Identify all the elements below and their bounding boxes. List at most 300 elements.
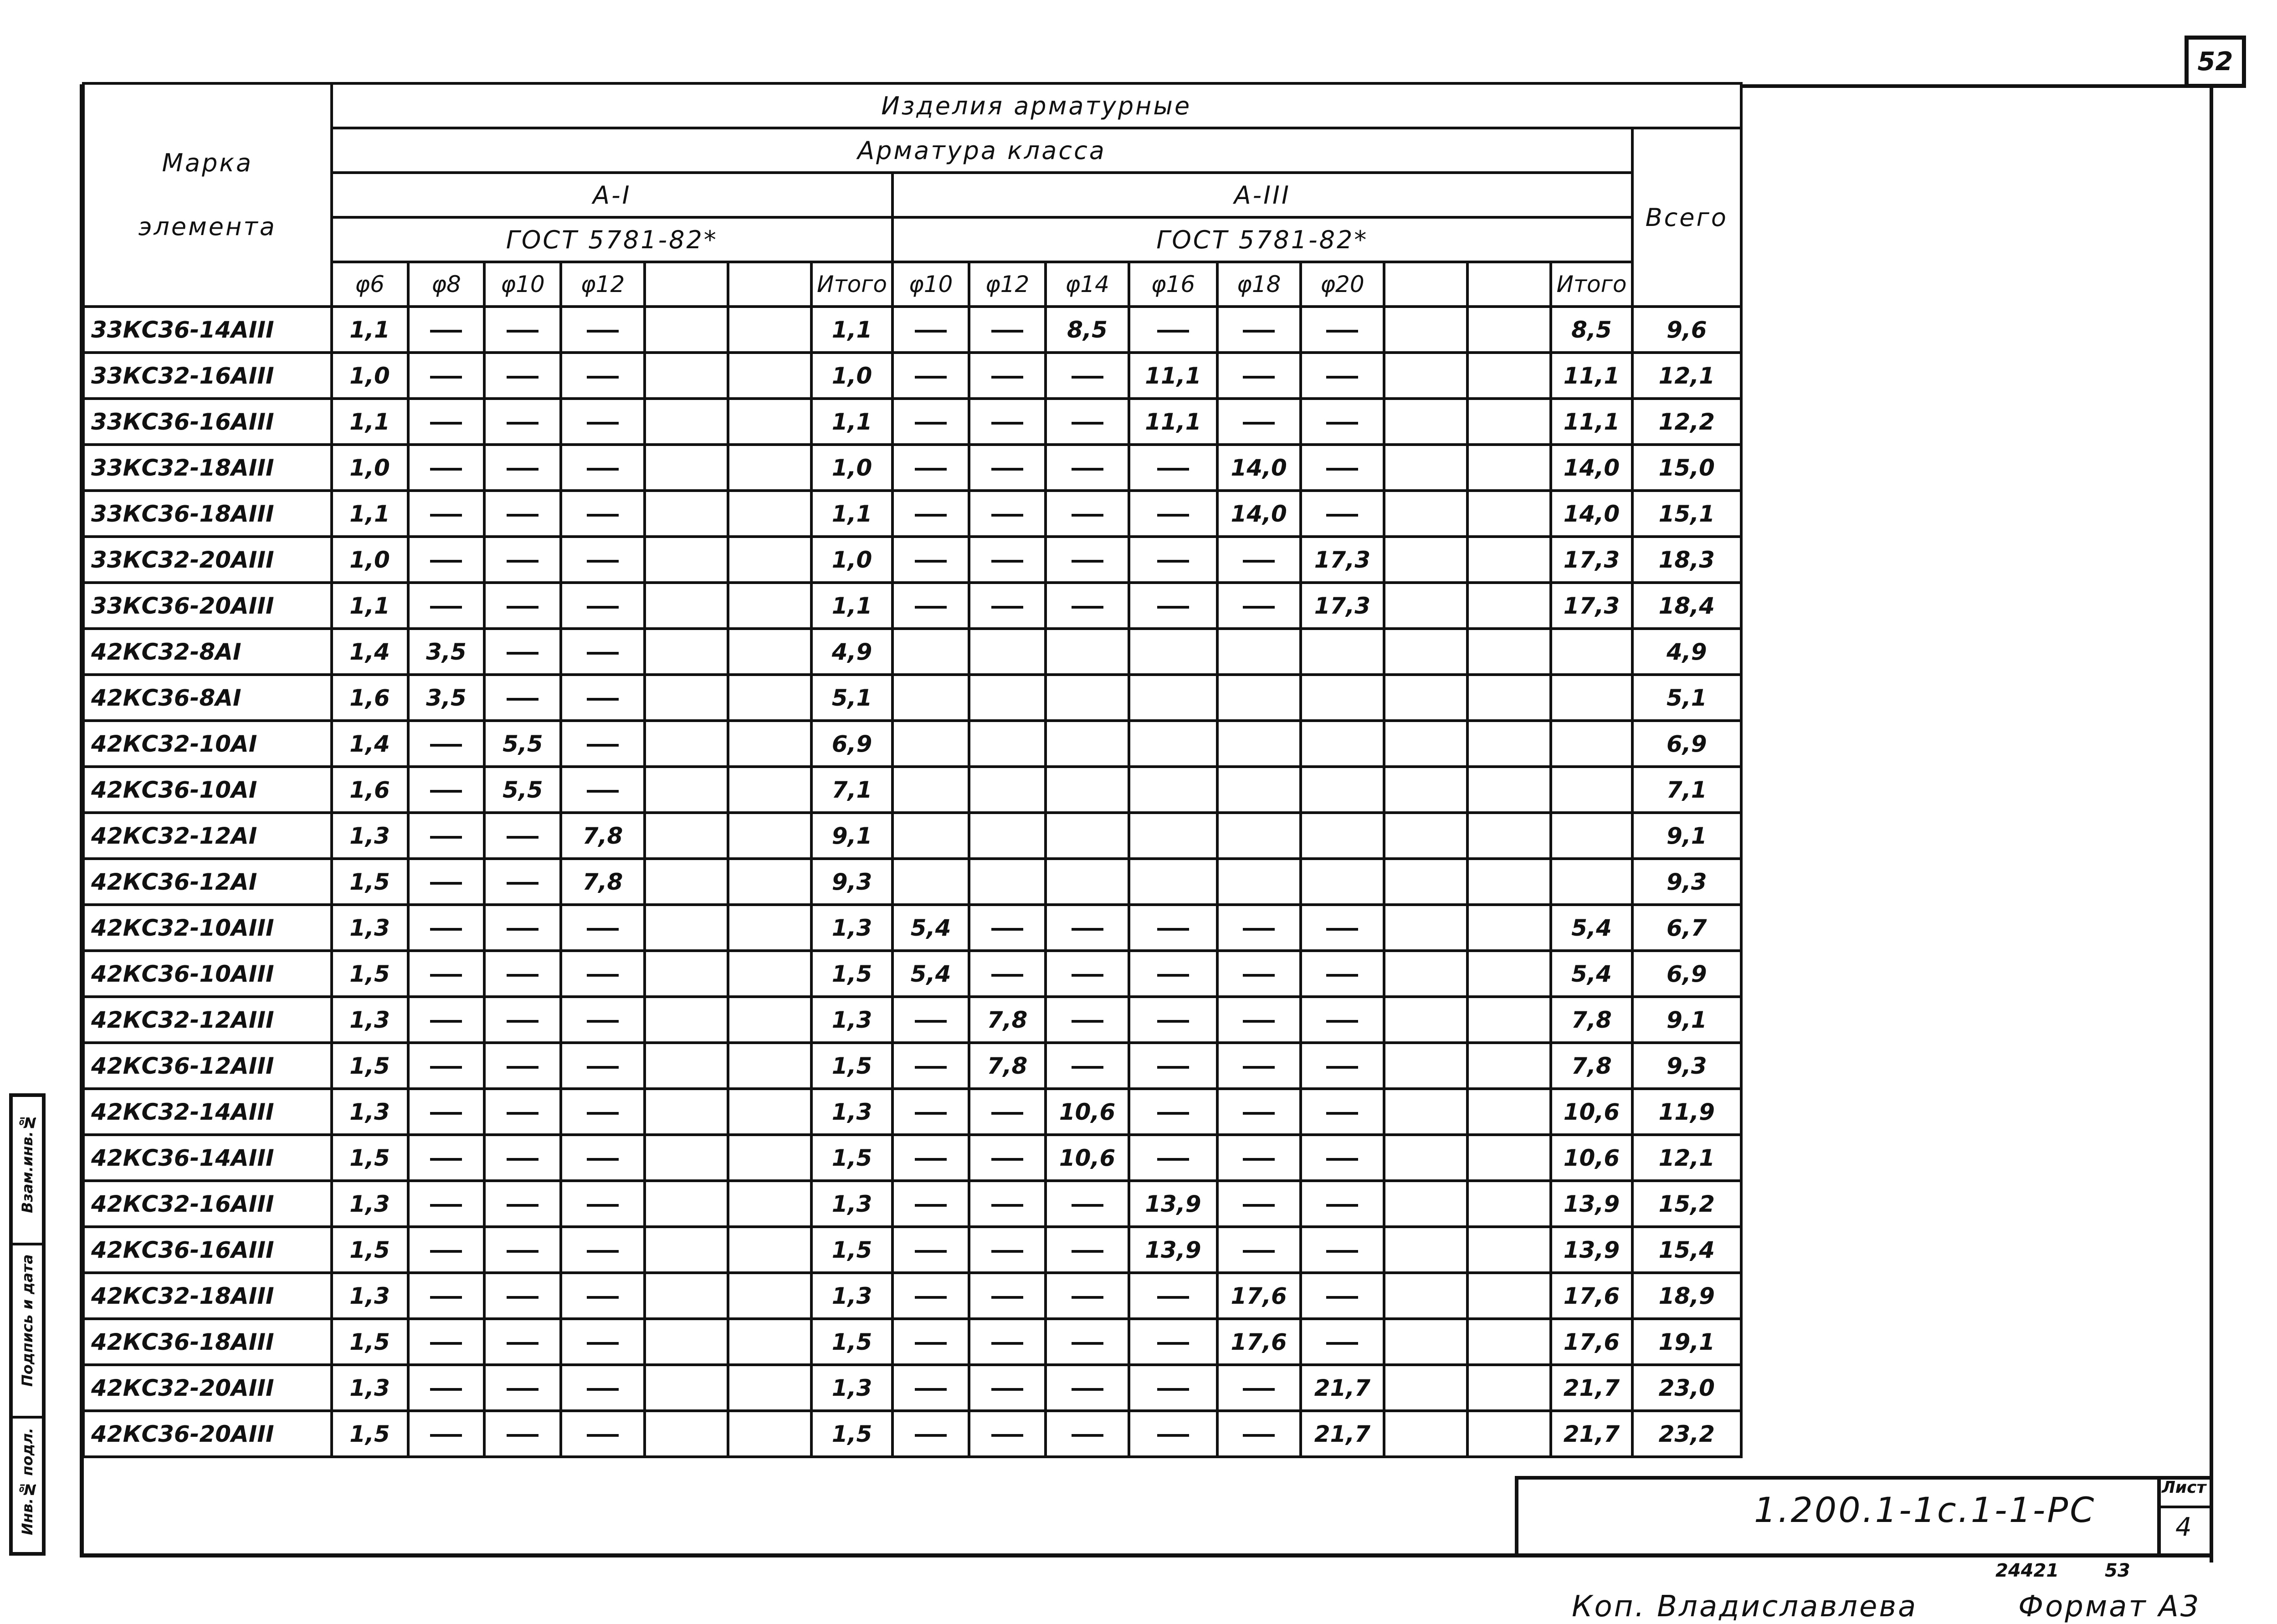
a1-cell xyxy=(484,675,561,721)
dash-mark xyxy=(991,1250,1023,1253)
table-row xyxy=(83,997,1741,1043)
total-cell: 12,1 xyxy=(1632,353,1741,399)
a3-cell xyxy=(1301,491,1384,537)
a1-cell: 1,5 xyxy=(332,1135,408,1181)
dash-mark xyxy=(507,882,538,885)
a3-cell xyxy=(1129,491,1217,537)
dash-mark xyxy=(507,560,538,563)
a1-cell xyxy=(484,1411,561,1457)
a3-cell: 10,6 xyxy=(1551,1089,1632,1135)
a1-cell: 1,3 xyxy=(811,1089,892,1135)
a3-cell xyxy=(969,767,1046,813)
a3-cell xyxy=(1217,1411,1301,1457)
dash-mark xyxy=(507,376,538,379)
a1-cell xyxy=(408,951,485,997)
dash-mark xyxy=(1157,468,1189,471)
a1-cell: 7,8 xyxy=(561,813,644,859)
a1-col-header: φ6 xyxy=(332,262,408,307)
a1-cell xyxy=(728,675,811,721)
group-title: Изделия арматурные xyxy=(332,83,1741,128)
dash-mark xyxy=(507,836,538,839)
a1-cell: 7,8 xyxy=(561,859,644,905)
a1-cell xyxy=(728,767,811,813)
a3-cell xyxy=(892,721,969,767)
a3-cell: 5,4 xyxy=(1551,905,1632,951)
dash-mark xyxy=(587,974,619,977)
a1-cell xyxy=(728,399,811,445)
dash-mark xyxy=(587,652,619,655)
a1-cell: 1,5 xyxy=(811,1135,892,1181)
a1-cell: 5,5 xyxy=(484,721,561,767)
dash-mark xyxy=(1157,560,1189,563)
a1-cell xyxy=(484,859,561,905)
a3-cell: 17,3 xyxy=(1301,583,1384,629)
a3-cell xyxy=(1046,997,1129,1043)
a3-cell xyxy=(1301,767,1384,813)
element-mark: 42КС32-10АIII xyxy=(83,905,332,951)
a1-cell: 1,3 xyxy=(811,1273,892,1319)
a3-cell xyxy=(1467,813,1551,859)
a3-cell: 14,0 xyxy=(1551,491,1632,537)
a3-cell xyxy=(1384,813,1467,859)
a1-cell xyxy=(561,445,644,491)
a3-cell xyxy=(1046,1181,1129,1227)
a3-cell xyxy=(1384,629,1467,675)
a3-cell xyxy=(892,1089,969,1135)
a1-cell: 1,1 xyxy=(811,491,892,537)
a3-cell xyxy=(1467,399,1551,445)
a3-col-header xyxy=(1384,262,1467,307)
dash-mark xyxy=(1243,330,1275,333)
stamp-inv-no: Инв.№ подл. xyxy=(19,1427,36,1535)
dash-mark xyxy=(915,376,947,379)
a3-cell xyxy=(892,629,969,675)
a3-cell xyxy=(1551,767,1632,813)
a3-cell xyxy=(1384,997,1467,1043)
a3-cell xyxy=(1046,445,1129,491)
element-mark: 42КС36-10АI xyxy=(83,767,332,813)
dash-mark xyxy=(1326,1112,1358,1115)
a1-cell: 1,5 xyxy=(811,1411,892,1457)
a1-cell: 1,5 xyxy=(332,1411,408,1457)
dash-mark xyxy=(430,1434,462,1437)
a1-cell xyxy=(728,997,811,1043)
a1-cell xyxy=(561,767,644,813)
a3-cell xyxy=(1301,1319,1384,1365)
a3-cell xyxy=(969,583,1046,629)
a3-cell: 21,7 xyxy=(1301,1365,1384,1411)
dash-mark xyxy=(1243,1388,1275,1391)
a3-cell xyxy=(892,537,969,583)
dash-mark xyxy=(587,928,619,931)
a1-cell xyxy=(561,1181,644,1227)
a3-cell xyxy=(1467,1411,1551,1457)
a3-cell xyxy=(1467,1227,1551,1273)
a3-cell xyxy=(1467,629,1551,675)
a3-cell xyxy=(1046,1043,1129,1089)
a3-cell xyxy=(1467,905,1551,951)
a1-cell xyxy=(561,1411,644,1457)
a3-cell: 8,5 xyxy=(1046,307,1129,353)
dash-mark xyxy=(1072,974,1103,977)
a3-cell xyxy=(1129,721,1217,767)
a3-cell xyxy=(1217,583,1301,629)
total-cell: 18,3 xyxy=(1632,537,1741,583)
element-mark: 33КС32-20АIII xyxy=(83,537,332,583)
a3-cell xyxy=(1467,537,1551,583)
dash-mark xyxy=(587,1204,619,1207)
a3-cell xyxy=(1129,767,1217,813)
a3-cell xyxy=(1467,1135,1551,1181)
a1-cell: 1,0 xyxy=(332,537,408,583)
dash-mark xyxy=(507,1158,538,1161)
a3-cell xyxy=(1046,905,1129,951)
total-cell: 12,1 xyxy=(1632,1135,1741,1181)
a3-cell: 11,1 xyxy=(1129,353,1217,399)
a3-cell: 7,8 xyxy=(1551,997,1632,1043)
a1-cell: 1,3 xyxy=(332,905,408,951)
a3-cell: 14,0 xyxy=(1217,491,1301,537)
dash-mark xyxy=(1157,1434,1189,1437)
a3-cell xyxy=(1301,905,1384,951)
total-header: Всего xyxy=(1632,128,1741,307)
a3-cell xyxy=(969,1181,1046,1227)
a3-cell xyxy=(1217,767,1301,813)
a1-cell: 1,3 xyxy=(332,997,408,1043)
table-row xyxy=(83,905,1741,951)
element-mark: 42КС36-18АIII xyxy=(83,1319,332,1365)
a1-cell: 4,9 xyxy=(811,629,892,675)
a1-cell xyxy=(408,1227,485,1273)
dash-mark xyxy=(1072,1342,1103,1345)
dash-mark xyxy=(991,1112,1023,1115)
dash-mark xyxy=(1243,1020,1275,1023)
dash-mark xyxy=(1243,422,1275,425)
dash-mark xyxy=(1326,1020,1358,1023)
dash-mark xyxy=(991,468,1023,471)
a1-cell xyxy=(484,1135,561,1181)
a1-cell xyxy=(645,951,728,997)
dash-mark xyxy=(587,468,619,471)
a3-cell xyxy=(892,1411,969,1457)
a1-col-header: Итого xyxy=(811,262,892,307)
a3-cell xyxy=(1384,1273,1467,1319)
a1-cell: 1,5 xyxy=(332,1043,408,1089)
a3-cell: 11,1 xyxy=(1551,399,1632,445)
dash-mark xyxy=(915,514,947,517)
a3-cell xyxy=(892,1227,969,1273)
dash-mark xyxy=(1072,1250,1103,1253)
table-row xyxy=(83,675,1741,721)
table-row xyxy=(83,629,1741,675)
a1-cell xyxy=(484,997,561,1043)
a3-cell: 5,4 xyxy=(892,951,969,997)
a3-cell xyxy=(1301,721,1384,767)
a1-cell xyxy=(645,905,728,951)
sheet-format: Формат А3 xyxy=(2018,1590,2201,1624)
element-mark: 42КС36-12АI xyxy=(83,859,332,905)
a1-cell xyxy=(561,307,644,353)
a3-cell xyxy=(1384,445,1467,491)
a3-cell xyxy=(892,307,969,353)
a3-cell xyxy=(1217,1181,1301,1227)
a1-cell xyxy=(408,537,485,583)
a1-cell xyxy=(728,537,811,583)
a1-cell xyxy=(408,491,485,537)
dash-mark xyxy=(587,1342,619,1345)
a3-cell xyxy=(892,859,969,905)
dash-mark xyxy=(915,1112,947,1115)
dash-mark xyxy=(991,1296,1023,1299)
a1-cell xyxy=(408,583,485,629)
a3-cell xyxy=(1467,1319,1551,1365)
a3-cell xyxy=(1551,813,1632,859)
gost-a3-header: ГОСТ 5781-82* xyxy=(892,217,1632,262)
a3-cell xyxy=(1217,307,1301,353)
total-cell: 6,9 xyxy=(1632,951,1741,997)
a1-cell xyxy=(408,859,485,905)
a1-cell xyxy=(728,1365,811,1411)
dash-mark xyxy=(430,836,462,839)
dash-mark xyxy=(507,698,538,701)
dash-mark xyxy=(1326,376,1358,379)
element-mark: 42КС36-12АIII xyxy=(83,1043,332,1089)
dash-mark xyxy=(587,1158,619,1161)
a1-cell xyxy=(561,951,644,997)
a1-cell xyxy=(728,1135,811,1181)
a3-cell xyxy=(892,491,969,537)
dash-mark xyxy=(587,1066,619,1069)
a1-cell xyxy=(645,1227,728,1273)
a1-cell xyxy=(728,1227,811,1273)
a1-cell xyxy=(484,1043,561,1089)
a1-cell xyxy=(561,675,644,721)
dash-mark xyxy=(430,560,462,563)
a3-cell xyxy=(969,399,1046,445)
table-row xyxy=(83,951,1741,997)
dash-mark xyxy=(1072,1388,1103,1391)
a3-cell xyxy=(969,353,1046,399)
a3-cell xyxy=(1467,1365,1551,1411)
total-cell: 9,6 xyxy=(1632,307,1741,353)
a1-cell: 1,1 xyxy=(811,399,892,445)
a3-cell: 11,1 xyxy=(1129,399,1217,445)
a3-cell: 7,8 xyxy=(969,1043,1046,1089)
element-mark: 42КС32-20АIII xyxy=(83,1365,332,1411)
sheet-number: 52 xyxy=(2197,47,2233,77)
dash-mark xyxy=(507,1296,538,1299)
dash-mark xyxy=(1157,330,1189,333)
a1-cell: 1,5 xyxy=(332,859,408,905)
a3-cell: 7,8 xyxy=(1551,1043,1632,1089)
a1-cell xyxy=(484,583,561,629)
a1-cell: 1,5 xyxy=(811,1319,892,1365)
table-row xyxy=(83,583,1741,629)
a1-cell: 1,5 xyxy=(811,951,892,997)
dash-mark xyxy=(1072,560,1103,563)
a3-cell xyxy=(1467,1181,1551,1227)
a1-cell xyxy=(645,767,728,813)
dash-mark xyxy=(430,1158,462,1161)
a3-cell xyxy=(1046,721,1129,767)
dash-mark xyxy=(1072,928,1103,931)
dash-mark xyxy=(430,1296,462,1299)
dash-mark xyxy=(430,974,462,977)
dash-mark xyxy=(1243,1204,1275,1207)
document-code: 1.200.1-1с.1-1-РС xyxy=(1754,1490,2096,1530)
a1-cell: 1,5 xyxy=(332,1227,408,1273)
a3-cell xyxy=(969,1273,1046,1319)
a3-cell xyxy=(1384,1227,1467,1273)
a1-cell xyxy=(561,1089,644,1135)
total-cell: 23,2 xyxy=(1632,1411,1741,1457)
a3-cell xyxy=(1046,1273,1129,1319)
dash-mark xyxy=(1072,514,1103,517)
a1-cell xyxy=(484,537,561,583)
a3-cell: 7,8 xyxy=(969,997,1046,1043)
a1-cell xyxy=(561,997,644,1043)
a1-cell xyxy=(561,537,644,583)
dash-mark xyxy=(1326,468,1358,471)
a1-cell xyxy=(484,1365,561,1411)
a1-col-header xyxy=(728,262,811,307)
element-mark: 42КС36-16АIII xyxy=(83,1227,332,1273)
dash-mark xyxy=(507,422,538,425)
a1-cell: 1,3 xyxy=(332,813,408,859)
dash-mark xyxy=(1072,422,1103,425)
a3-col-header: φ14 xyxy=(1046,262,1129,307)
table-row xyxy=(83,1089,1741,1135)
a3-cell xyxy=(1217,353,1301,399)
dash-mark xyxy=(587,1434,619,1437)
dash-mark xyxy=(430,1066,462,1069)
a3-cell xyxy=(1217,675,1301,721)
dash-mark xyxy=(430,606,462,609)
a1-cell: 5,5 xyxy=(484,767,561,813)
table-header xyxy=(83,83,1741,307)
dash-mark xyxy=(1243,974,1275,977)
dash-mark xyxy=(991,606,1023,609)
a1-cell xyxy=(645,859,728,905)
a1-cell xyxy=(408,997,485,1043)
reinforcement-table xyxy=(82,82,1743,1458)
a3-cell xyxy=(1301,675,1384,721)
a3-cell xyxy=(1301,951,1384,997)
a1-cell xyxy=(645,997,728,1043)
a3-cell: 13,9 xyxy=(1551,1181,1632,1227)
a3-cell xyxy=(969,491,1046,537)
a3-col-header: φ18 xyxy=(1217,262,1301,307)
dash-mark xyxy=(507,974,538,977)
class-a3-header: А-ІІІ xyxy=(892,173,1632,217)
a1-cell xyxy=(484,1181,561,1227)
a3-cell xyxy=(1384,1181,1467,1227)
a1-cell: 1,3 xyxy=(811,905,892,951)
a3-cell xyxy=(969,1227,1046,1273)
a3-cell xyxy=(969,1319,1046,1365)
dash-mark xyxy=(1157,1158,1189,1161)
dash-mark xyxy=(915,330,947,333)
a1-cell: 1,4 xyxy=(332,629,408,675)
dash-mark xyxy=(1157,1296,1189,1299)
a3-cell xyxy=(1129,859,1217,905)
dash-mark xyxy=(430,422,462,425)
dash-mark xyxy=(1326,422,1358,425)
a3-cell xyxy=(969,307,1046,353)
a1-cell: 1,0 xyxy=(811,537,892,583)
a3-cell xyxy=(1384,675,1467,721)
a3-cell xyxy=(1217,721,1301,767)
a3-col-header: Итого xyxy=(1551,262,1632,307)
archive-page: 53 xyxy=(2105,1560,2130,1581)
dash-mark xyxy=(1157,1112,1189,1115)
a1-cell xyxy=(728,951,811,997)
a1-cell: 1,3 xyxy=(811,1181,892,1227)
dash-mark xyxy=(430,376,462,379)
a1-cell: 1,1 xyxy=(811,307,892,353)
a1-col-header xyxy=(645,262,728,307)
dash-mark xyxy=(507,652,538,655)
dash-mark xyxy=(430,1204,462,1207)
a1-cell xyxy=(645,1411,728,1457)
dash-mark xyxy=(430,1112,462,1115)
a1-cell xyxy=(408,307,485,353)
a3-cell xyxy=(892,1135,969,1181)
a3-cell xyxy=(1301,1181,1384,1227)
a3-cell xyxy=(1467,583,1551,629)
a1-cell xyxy=(645,675,728,721)
a3-cell xyxy=(1467,1043,1551,1089)
a1-cell xyxy=(484,1089,561,1135)
a1-cell xyxy=(561,905,644,951)
element-mark: 42КС32-12АIII xyxy=(83,997,332,1043)
a3-cell xyxy=(1217,1089,1301,1135)
dash-mark xyxy=(1157,974,1189,977)
dash-mark xyxy=(507,1250,538,1253)
table-row xyxy=(83,1227,1741,1273)
element-mark: 33КС36-14АIII xyxy=(83,307,332,353)
a3-cell xyxy=(1217,813,1301,859)
a3-cell xyxy=(1384,583,1467,629)
table-row xyxy=(83,399,1741,445)
dash-mark xyxy=(1072,1204,1103,1207)
side-stamp xyxy=(9,1093,46,1556)
a3-cell xyxy=(1129,307,1217,353)
dash-mark xyxy=(991,1342,1023,1345)
dash-mark xyxy=(1326,928,1358,931)
a3-cell: 10,6 xyxy=(1551,1135,1632,1181)
a1-cell: 3,5 xyxy=(408,629,485,675)
a3-cell xyxy=(1217,997,1301,1043)
a1-cell xyxy=(728,1411,811,1457)
a3-cell: 17,6 xyxy=(1551,1273,1632,1319)
dash-mark xyxy=(915,468,947,471)
a1-cell xyxy=(408,399,485,445)
a3-cell: 14,0 xyxy=(1551,445,1632,491)
a3-cell xyxy=(1217,1227,1301,1273)
dash-mark xyxy=(430,790,462,793)
sheet-label: Лист xyxy=(2162,1478,2206,1497)
a1-cell xyxy=(728,1043,811,1089)
a1-cell xyxy=(645,1181,728,1227)
element-mark: 42КС36-20АIII xyxy=(83,1411,332,1457)
table-row xyxy=(83,537,1741,583)
a1-cell xyxy=(645,1043,728,1089)
a3-cell xyxy=(892,399,969,445)
a1-cell xyxy=(408,1411,485,1457)
a1-cell xyxy=(484,445,561,491)
dash-mark xyxy=(1157,514,1189,517)
